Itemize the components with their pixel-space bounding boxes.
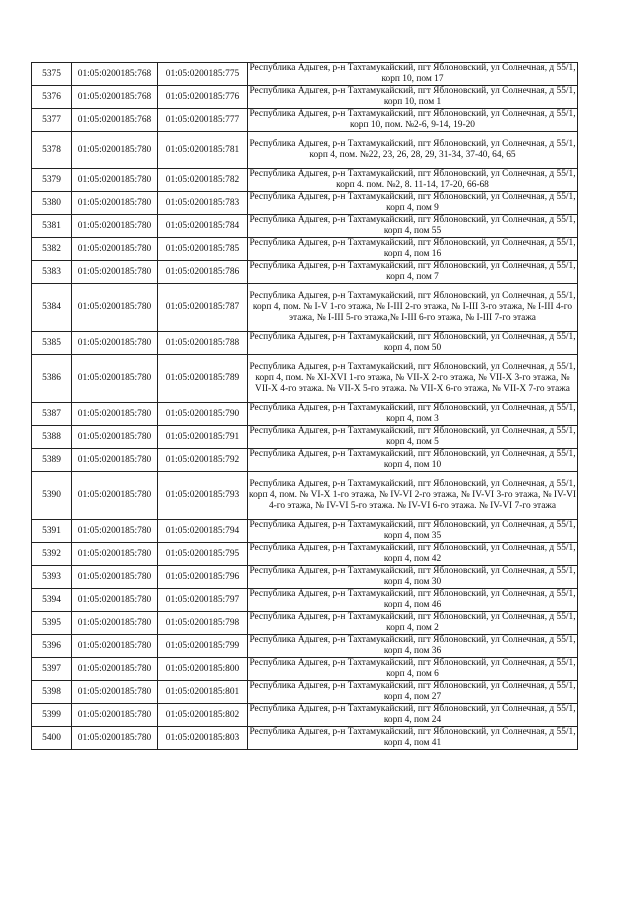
- cadastral-number-cell: 01:05:0200185:777: [158, 109, 248, 132]
- parent-cadastral-cell: 01:05:0200185:780: [72, 426, 158, 449]
- cadastral-number-cell: 01:05:0200185:800: [158, 658, 248, 681]
- table-row: [32, 589, 578, 612]
- address-cell: Республика Адыгея, р-н Тахтамукайский, пгт Яблоновский, ул Солнечная, д 55/1, корп 4, пом 10: [249, 449, 576, 470]
- table-row: [32, 727, 578, 750]
- parent-cadastral-cell: 01:05:0200185:780: [72, 169, 158, 192]
- cadastral-number-cell: 01:05:0200185:801: [158, 681, 248, 704]
- parent-cadastral-cell: 01:05:0200185:780: [72, 589, 158, 612]
- cadastral-number-cell: 01:05:0200185:790: [158, 403, 248, 426]
- parent-cadastral-cell: 01:05:0200185:780: [72, 543, 158, 566]
- address-cell: Республика Адыгея, р-н Тахтамукайский, пгт Яблоновский, ул Солнечная, д 55/1, корп 4, пом 36: [249, 635, 576, 656]
- row-number-cell: 5395: [32, 612, 72, 635]
- parent-cadastral-cell: 01:05:0200185:768: [72, 63, 158, 86]
- cadastral-number-cell: 01:05:0200185:776: [158, 86, 248, 109]
- address-cell: Республика Адыгея, р-н Тахтамукайский, пгт Яблоновский, ул Солнечная, д 55/1, корп 4, пом 16: [249, 238, 576, 259]
- parent-cadastral-cell: 01:05:0200185:780: [72, 635, 158, 658]
- address-cell: Республика Адыгея, р-н Тахтамукайский, пгт Яблоновский, ул Солнечная, д 55/1, корп 4, пом. № I-V 1-го этажа, № I-III 2-го этажа, № I-III 3-го этажа, № I-III 4-го этажа, № I-III 5-го этажа,№ I-III 6-го этажа, № I-III 7-го этажа: [248, 284, 578, 332]
- cadastral-number-cell: 01:05:0200185:802: [158, 704, 248, 727]
- address-cell: Республика Адыгея, р-н Тахтамукайский, пгт Яблоновский, ул Солнечная, д 55/1, корп 4, пом 3: [249, 403, 576, 424]
- cadastral-number-cell: 01:05:0200185:792: [158, 449, 248, 472]
- address-cell: Республика Адыгея, р-н Тахтамукайский, пгт Яблоновский, ул Солнечная, д 55/1, корп 4. пом. №2, 8. 11-14, 17-20, 66-68: [249, 169, 576, 190]
- cadastral-number-cell: 01:05:0200185:803: [158, 727, 248, 750]
- table-row: [32, 520, 578, 543]
- cadastral-number-cell: 01:05:0200185:782: [158, 169, 248, 192]
- table-row: [32, 355, 578, 403]
- address-cell: Республика Адыгея, р-н Тахтамукайский, пгт Яблоновский, ул Солнечная, д 55/1, корп 4, пом. № XI-XVI 1-го этажа, № VII-X 2-го этажа, № VII-X 3-го этажа, № VII-X 4-го этажа. № VII-X 5-го этажа. № VII-X 6-го этажа, № VII-X 7-го этажа: [248, 355, 578, 403]
- row-number-cell: 5376: [32, 86, 72, 109]
- table-body: [32, 63, 578, 750]
- row-number-cell: 5392: [32, 543, 72, 566]
- row-number-cell: 5379: [32, 169, 72, 192]
- row-number-cell: 5386: [32, 355, 72, 403]
- parent-cadastral-cell: 01:05:0200185:780: [72, 132, 158, 169]
- table-row: [32, 543, 578, 566]
- cadastral-number-cell: 01:05:0200185:798: [158, 612, 248, 635]
- cadastral-table: [31, 62, 578, 750]
- table-row: [32, 332, 578, 355]
- parent-cadastral-cell: 01:05:0200185:768: [72, 109, 158, 132]
- address-cell: Республика Адыгея, р-н Тахтамукайский, пгт Яблоновский, ул Солнечная, д 55/1, корп 4, пом 50: [249, 332, 576, 353]
- cadastral-number-cell: 01:05:0200185:781: [158, 132, 248, 169]
- cadastral-number-cell: 01:05:0200185:785: [158, 238, 248, 261]
- table-row: [32, 132, 578, 169]
- table-row: [32, 612, 578, 635]
- cadastral-number-cell: 01:05:0200185:788: [158, 332, 248, 355]
- row-number-cell: 5380: [32, 192, 72, 215]
- table-row: [32, 215, 578, 238]
- address-cell: Республика Адыгея, р-н Тахтамукайский, пгт Яблоновский, ул Солнечная, д 55/1, корп 4, пом 27: [249, 681, 576, 702]
- row-number-cell: 5385: [32, 332, 72, 355]
- table-row: [32, 238, 578, 261]
- row-number-cell: 5400: [32, 727, 72, 750]
- parent-cadastral-cell: 01:05:0200185:780: [72, 403, 158, 426]
- table-row: [32, 472, 578, 520]
- parent-cadastral-cell: 01:05:0200185:780: [72, 215, 158, 238]
- cadastral-number-cell: 01:05:0200185:793: [158, 472, 248, 520]
- address-cell: Республика Адыгея, р-н Тахтамукайский, пгт Яблоновский, ул Солнечная, д 55/1, корп 4, пом 24: [249, 704, 576, 725]
- parent-cadastral-cell: 01:05:0200185:780: [72, 284, 158, 332]
- parent-cadastral-cell: 01:05:0200185:780: [72, 612, 158, 635]
- address-cell: Республика Адыгея, р-н Тахтамукайский, пгт Яблоновский, ул Солнечная, д 55/1, корп 10, пом 17: [249, 63, 576, 84]
- table-row: [32, 426, 578, 449]
- table-row: [32, 704, 578, 727]
- address-cell: Республика Адыгея, р-н Тахтамукайский, пгт Яблоновский, ул Солнечная, д 55/1, корп 4, пом 42: [249, 543, 576, 564]
- address-cell: Республика Адыгея, р-н Тахтамукайский, пгт Яблоновский, ул Солнечная, д 55/1, корп 4, пом 7: [249, 261, 576, 282]
- row-number-cell: 5377: [32, 109, 72, 132]
- parent-cadastral-cell: 01:05:0200185:780: [72, 332, 158, 355]
- row-number-cell: 5396: [32, 635, 72, 658]
- row-number-cell: 5387: [32, 403, 72, 426]
- row-number-cell: 5390: [32, 472, 72, 520]
- address-cell: Республика Адыгея, р-н Тахтамукайский, пгт Яблоновский, ул Солнечная, д 55/1, корп 4, пом 55: [249, 215, 576, 236]
- cadastral-number-cell: 01:05:0200185:797: [158, 589, 248, 612]
- cadastral-number-cell: 01:05:0200185:784: [158, 215, 248, 238]
- cadastral-number-cell: 01:05:0200185:799: [158, 635, 248, 658]
- table-row: [32, 284, 578, 332]
- table-row: [32, 658, 578, 681]
- address-cell: Республика Адыгея, р-н Тахтамукайский, пгт Яблоновский, ул Солнечная, д 55/1, корп 4, пом 46: [249, 589, 576, 610]
- address-cell: Республика Адыгея, р-н Тахтамукайский, пгт Яблоновский, ул Солнечная, д 55/1, корп 4, пом 2: [249, 612, 576, 633]
- parent-cadastral-cell: 01:05:0200185:780: [72, 566, 158, 589]
- table-row: [32, 261, 578, 284]
- table-row: [32, 681, 578, 704]
- table-row: [32, 403, 578, 426]
- table-row: [32, 63, 578, 86]
- row-number-cell: 5384: [32, 284, 72, 332]
- address-cell: Республика Адыгея, р-н Тахтамукайский, пгт Яблоновский, ул Солнечная, д 55/1, корп 10, пом 1: [249, 86, 576, 107]
- row-number-cell: 5393: [32, 566, 72, 589]
- parent-cadastral-cell: 01:05:0200185:780: [72, 704, 158, 727]
- parent-cadastral-cell: 01:05:0200185:780: [72, 238, 158, 261]
- row-number-cell: 5388: [32, 426, 72, 449]
- table-row: [32, 109, 578, 132]
- parent-cadastral-cell: 01:05:0200185:780: [72, 472, 158, 520]
- row-number-cell: 5394: [32, 589, 72, 612]
- address-cell: Республика Адыгея, р-н Тахтамукайский, пгт Яблоновский, ул Солнечная, д 55/1, корп 10, пом. №2-6, 9-14, 19-20: [249, 109, 576, 130]
- table-row: [32, 192, 578, 215]
- parent-cadastral-cell: 01:05:0200185:780: [72, 681, 158, 704]
- parent-cadastral-cell: 01:05:0200185:780: [72, 449, 158, 472]
- parent-cadastral-cell: 01:05:0200185:780: [72, 727, 158, 750]
- parent-cadastral-cell: 01:05:0200185:780: [72, 261, 158, 284]
- table-row: [32, 566, 578, 589]
- address-cell: Республика Адыгея, р-н Тахтамукайский, пгт Яблоновский, ул Солнечная, д 55/1, корп 4, пом 5: [249, 426, 576, 447]
- address-cell: Республика Адыгея, р-н Тахтамукайский, пгт Яблоновский, ул Солнечная, д 55/1, корп 4, пом 41: [249, 727, 576, 748]
- cadastral-number-cell: 01:05:0200185:795: [158, 543, 248, 566]
- table-row: [32, 169, 578, 192]
- parent-cadastral-cell: 01:05:0200185:780: [72, 658, 158, 681]
- address-cell: Республика Адыгея, р-н Тахтамукайский, пгт Яблоновский, ул Солнечная, д 55/1, корп 4, пом 6: [249, 658, 576, 679]
- row-number-cell: 5389: [32, 449, 72, 472]
- row-number-cell: 5378: [32, 132, 72, 169]
- address-cell: Республика Адыгея, р-н Тахтамукайский, пгт Яблоновский, ул Солнечная, д 55/1, корп 4, пом 30: [249, 566, 576, 587]
- parent-cadastral-cell: 01:05:0200185:768: [72, 86, 158, 109]
- row-number-cell: 5398: [32, 681, 72, 704]
- cadastral-number-cell: 01:05:0200185:789: [158, 355, 248, 403]
- address-cell: Республика Адыгея, р-н Тахтамукайский, пгт Яблоновский, ул Солнечная, д 55/1, корп 4, пом 9: [249, 192, 576, 213]
- parent-cadastral-cell: 01:05:0200185:780: [72, 355, 158, 403]
- cadastral-number-cell: 01:05:0200185:775: [158, 63, 248, 86]
- row-number-cell: 5399: [32, 704, 72, 727]
- table-row: [32, 635, 578, 658]
- row-number-cell: 5382: [32, 238, 72, 261]
- row-number-cell: 5397: [32, 658, 72, 681]
- row-number-cell: 5375: [32, 63, 72, 86]
- cadastral-number-cell: 01:05:0200185:787: [158, 284, 248, 332]
- cadastral-number-cell: 01:05:0200185:783: [158, 192, 248, 215]
- row-number-cell: 5391: [32, 520, 72, 543]
- cadastral-number-cell: 01:05:0200185:786: [158, 261, 248, 284]
- parent-cadastral-cell: 01:05:0200185:780: [72, 192, 158, 215]
- address-cell: Республика Адыгея, р-н Тахтамукайский, пгт Яблоновский, ул Солнечная, д 55/1, корп 4, пом 35: [249, 520, 576, 541]
- cadastral-number-cell: 01:05:0200185:791: [158, 426, 248, 449]
- cadastral-number-cell: 01:05:0200185:794: [158, 520, 248, 543]
- row-number-cell: 5381: [32, 215, 72, 238]
- table-row: [32, 86, 578, 109]
- address-cell: Республика Адыгея, р-н Тахтамукайский, пгт Яблоновский, ул Солнечная, д 55/1, корп 4, пом. №22, 23, 26, 28, 29, 31-34, 37-40, 64, 65: [248, 132, 578, 169]
- table-row: [32, 449, 578, 472]
- address-cell: Республика Адыгея, р-н Тахтамукайский, пгт Яблоновский, ул Солнечная, д 55/1, корп 4, пом. № VI-X 1-го этажа, № IV-VI 2-го этажа, № IV-VI 3-го этажа, № IV-VI 4-го этажа, № IV-VI 5-го этажа. № IV-VI 6-го этажа. № IV-VI 7-го этажа: [248, 472, 578, 520]
- cadastral-number-cell: 01:05:0200185:796: [158, 566, 248, 589]
- parent-cadastral-cell: 01:05:0200185:780: [72, 520, 158, 543]
- row-number-cell: 5383: [32, 261, 72, 284]
